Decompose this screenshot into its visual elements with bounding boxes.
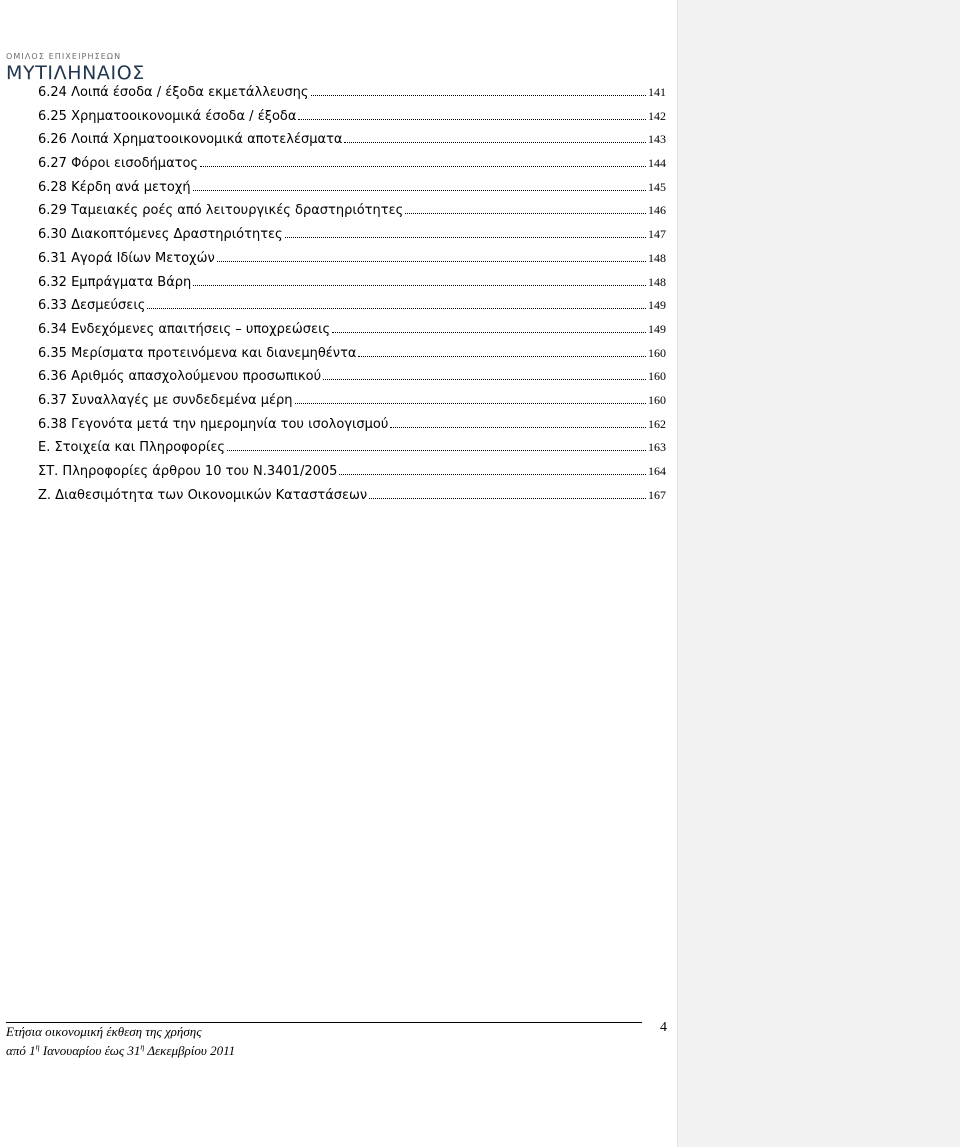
toc-entry-page: 149 [648, 321, 666, 336]
toc-dot-leader [227, 450, 646, 451]
footer-period-prefix: από 1 [6, 1043, 36, 1058]
toc-entry[interactable] [38, 393, 666, 417]
toc-entry-page: 142 [648, 108, 666, 123]
toc-entry[interactable] [38, 488, 666, 512]
toc-dot-leader [369, 498, 646, 499]
toc-entry[interactable] [38, 275, 666, 299]
toc-entry-title: 6.26 Λοιπά Χρηματοοικονομικά αποτελέσματα [38, 132, 343, 148]
toc-entry-title: 6.30 Διακοπτόμενες Δραστηριότητες [38, 227, 283, 243]
toc-entry-page: 160 [648, 392, 666, 407]
toc-entry-title: 6.32 Εμπράγματα Βάρη [38, 274, 192, 290]
footer-period-middle: Ιανουαρίου έως 31 [39, 1043, 141, 1058]
page-number: 4 [660, 1020, 667, 1035]
logo-company-name: ΜΥΤΙΛΗΝΑΙΟΣ [6, 62, 145, 84]
toc-entry[interactable] [38, 109, 666, 133]
footer-period-suffix: Δεκεμβρίου 2011 [144, 1043, 236, 1058]
toc-entry-title: 6.34 Ενδεχόμενες απαιτήσεις – υποχρεώσεις [38, 321, 331, 337]
toc-entry-page: 148 [648, 274, 666, 289]
toc-entry-page: 144 [648, 156, 666, 171]
toc-entry-title: 6.33 Δεσμεύσεις [38, 298, 146, 314]
toc-entry-title: 6.27 Φόροι εισοδήματος [38, 156, 199, 172]
toc-entry-title: 6.24 Λοιπά έσοδα / έξοδα εκμετάλλευσης [38, 85, 309, 100]
toc-entry[interactable] [38, 322, 666, 346]
toc-dot-leader [193, 285, 646, 286]
toc-entry-title: ΣΤ. Πληροφορίες άρθρου 10 του Ν.3401/2005 [38, 464, 338, 479]
toc-entry[interactable] [38, 156, 666, 180]
toc-entry-page: 148 [648, 250, 666, 265]
toc-entry[interactable] [38, 298, 666, 322]
toc-entry-page: 160 [648, 369, 666, 384]
toc-entry[interactable] [38, 346, 666, 370]
footer-report-title: Ετήσια οικονομική έκθεση της χρήσης [6, 1024, 202, 1039]
toc-entry-title: 6.38 Γεγονότα μετά την ημερομηνία του ισολογισμού [38, 416, 389, 432]
toc-entry-page: 162 [648, 416, 666, 431]
toc-entry[interactable] [38, 417, 666, 441]
toc-entry-title: 6.35 Μερίσματα προτεινόμενα και διανεμηθέντα [38, 345, 357, 361]
toc-entry[interactable] [38, 180, 666, 204]
toc-entry-title: Ε. Στοιχεία και Πληροφορίες [38, 440, 226, 456]
toc-entry[interactable] [38, 251, 666, 275]
toc-dot-leader [323, 379, 646, 380]
toc-entry-title: 6.31 Αγορά Ιδίων Μετοχών [38, 250, 215, 266]
comments-margin-pane [677, 0, 960, 1147]
toc-dot-leader [193, 190, 646, 191]
toc-entry-page: 163 [648, 440, 666, 455]
toc-entry-page: 145 [648, 179, 666, 194]
toc-entry[interactable] [38, 85, 666, 109]
toc-dot-leader [295, 403, 646, 404]
toc-entry-page: 167 [648, 487, 666, 502]
toc-dot-leader [311, 95, 646, 96]
toc-entry-page: 141 [648, 85, 666, 99]
logo-tagline: ΟΜΙΛΟΣ ΕΠΙΧΕΙΡΗΣΕΩΝ [6, 52, 122, 61]
toc-dot-leader [147, 308, 646, 309]
toc-entry[interactable] [38, 440, 666, 464]
toc-dot-leader [285, 237, 646, 238]
company-logo [6, 52, 196, 86]
toc-dot-leader [344, 142, 646, 143]
toc-entry[interactable] [38, 203, 666, 227]
toc-entry-title: 6.25 Χρηματοοικονομικά έσοδα / έξοδα [38, 108, 297, 124]
toc-entry-page: 164 [648, 464, 666, 478]
toc-entry-page: 143 [648, 132, 666, 147]
footer-period-sup2: η [140, 1042, 145, 1052]
toc-entry-page: 146 [648, 203, 666, 218]
toc-entry-title: 6.28 Κέρδη ανά μετοχή [38, 179, 191, 195]
toc-entry[interactable] [38, 369, 666, 393]
footer-period-sup1: η [35, 1042, 40, 1052]
toc-entry-page: 149 [648, 298, 666, 313]
toc-entry[interactable] [38, 132, 666, 156]
toc-entry[interactable] [38, 464, 666, 488]
toc-dot-leader [358, 356, 646, 357]
toc-dot-leader [217, 261, 646, 262]
toc-dot-leader [200, 166, 646, 167]
toc-dot-leader [339, 474, 646, 475]
table-of-contents [38, 85, 666, 511]
toc-entry-title: 6.29 Ταμειακές ροές από λειτουργικές δραστηριότητες [38, 203, 404, 219]
toc-entry-page: 160 [648, 345, 666, 360]
toc-entry-page: 147 [648, 227, 666, 242]
toc-dot-leader [332, 332, 646, 333]
footer-period [6, 1043, 235, 1059]
footer-divider [6, 1022, 642, 1023]
toc-entry[interactable] [38, 227, 666, 251]
toc-dot-leader [405, 213, 646, 214]
toc-entry-title: 6.36 Αριθμός απασχολούμενου προσωπικού [38, 369, 322, 385]
toc-dot-leader [390, 427, 646, 428]
toc-entry-title: 6.37 Συναλλαγές με συνδεδεμένα μέρη [38, 392, 293, 408]
toc-dot-leader [298, 119, 646, 120]
toc-entry-title: Ζ. Διαθεσιμότητα των Οικονομικών Καταστάσεων [38, 487, 368, 503]
